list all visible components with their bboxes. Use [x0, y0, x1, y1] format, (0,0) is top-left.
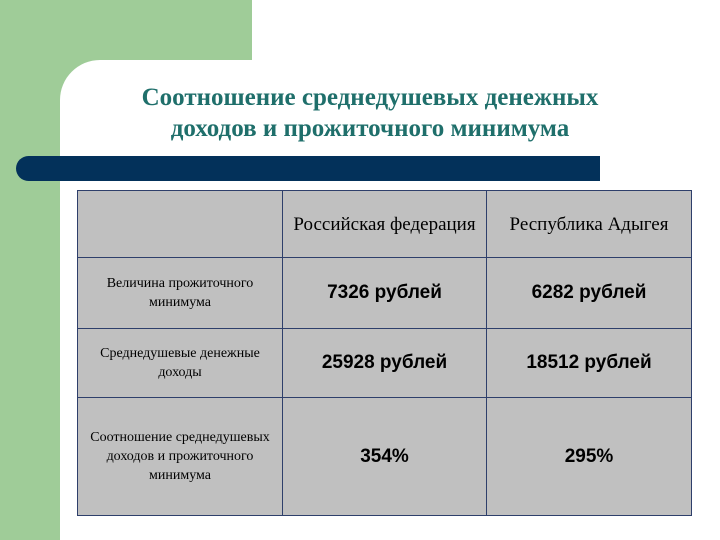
cell-rf-subsistence-minimum: 7326 рублей: [283, 258, 487, 329]
row-label-income-ratio: Соотношение среднедушевых доходов и прожиточного минимума: [78, 398, 283, 516]
row-label-subsistence-minimum: Величина прожиточного минимума: [78, 258, 283, 329]
header-cell-empty: [78, 191, 283, 258]
slide-title: [60, 82, 680, 144]
row-label-average-income: Среднедушевые денежные доходы: [78, 329, 283, 398]
table-header-row: [78, 191, 692, 258]
decorative-title-bar: [16, 156, 600, 181]
cell-rf-average-income: 25928 рублей: [283, 329, 487, 398]
comparison-table: [77, 190, 692, 516]
cell-ra-income-ratio: 295%: [487, 398, 692, 516]
table-row: [78, 258, 692, 329]
slide-title-line-2: доходов и прожиточного минимума: [170, 115, 570, 142]
slide-title-line-1: Соотношение среднедушевых денежных: [141, 84, 599, 111]
header-cell-republic-adygea: Республика Адыгея: [487, 191, 692, 258]
cell-ra-average-income: 18512 рублей: [487, 329, 692, 398]
background-green-strip: [0, 0, 60, 540]
table-row: [78, 329, 692, 398]
cell-ra-subsistence-minimum: 6282 рублей: [487, 258, 692, 329]
cell-rf-income-ratio: 354%: [283, 398, 487, 516]
table-row: [78, 398, 692, 516]
header-cell-russian-federation: Российская федерация: [283, 191, 487, 258]
